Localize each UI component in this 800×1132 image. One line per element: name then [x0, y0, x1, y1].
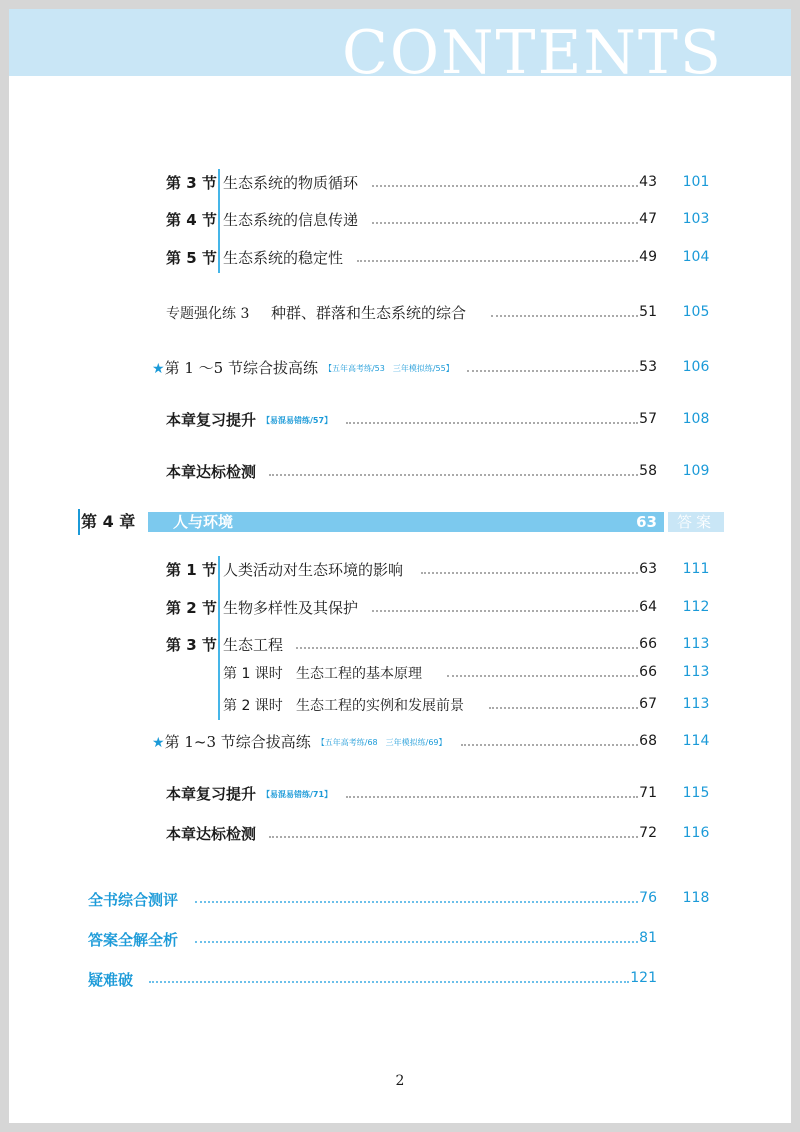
section-title: 生态系统的稳定性: [223, 249, 344, 267]
answer-page-number: 101: [682, 174, 710, 190]
chapter-label: 第 4 章: [81, 512, 136, 531]
test-title: 本章达标检测: [166, 463, 257, 481]
page-number: 72: [639, 825, 657, 841]
section-title: 人类活动对生态环境的影响: [223, 561, 404, 579]
toc-entry-ch4-lesson-1[interactable]: [9, 660, 791, 686]
page-number: 66: [639, 636, 657, 652]
header-banner: [9, 9, 791, 88]
toc-entry-section-4[interactable]: [9, 207, 791, 233]
section-title: 生态系统的物质循环: [223, 174, 359, 192]
page-number: 66: [639, 664, 657, 680]
review-note: 【易混易错练/57】: [262, 416, 333, 425]
dot-leader: [467, 370, 638, 372]
dot-leader: [195, 941, 638, 943]
section-number: 第 2 节: [166, 599, 217, 617]
special-practice-label: 专题强化练 3: [166, 306, 250, 322]
toc-entry-ch4-section-1[interactable]: [9, 557, 791, 583]
contents-heading: CONTENTS: [341, 18, 723, 88]
page-number: 43: [639, 174, 657, 190]
page-number: 81: [639, 930, 657, 946]
dot-leader: [372, 185, 638, 187]
lesson-label: 第 2 课时: [223, 698, 283, 714]
chapter-page-number: 63: [636, 513, 657, 531]
page-number-footer: 2: [395, 1073, 405, 1089]
toc-entry-chapter-review[interactable]: [9, 407, 791, 433]
special-practice-title: 种群、群落和生态系统的综合: [271, 304, 467, 322]
dot-leader: [346, 422, 638, 424]
test-title: 本章达标检测: [166, 825, 257, 843]
comprehensive-note: 【五年高考练/53 三年模拟练/55】: [323, 364, 454, 373]
page-number: 68: [639, 733, 657, 749]
answer-page-number: 106: [682, 359, 710, 375]
toc-entry-section-5[interactable]: [9, 245, 791, 271]
lesson-title: 生态工程的实例和发展前景: [296, 698, 464, 714]
section-title: 生态系统的信息传递: [223, 211, 359, 229]
review-title-line: [166, 409, 332, 430]
section-divider-line: [218, 169, 220, 273]
answer-page-number: 113: [682, 636, 710, 652]
answer-page-number: 113: [682, 696, 710, 712]
section-number: 第 1 节: [166, 561, 217, 579]
toc-entry-ch4-review[interactable]: [9, 781, 791, 807]
toc-entry-ch4-comprehensive[interactable]: [9, 729, 791, 755]
page-number: 57: [639, 411, 657, 427]
page-number: 47: [639, 211, 657, 227]
section-divider-line: [218, 556, 220, 720]
section-title: 生物多样性及其保护: [223, 599, 359, 617]
section-number: 第 5 节: [166, 249, 217, 267]
lesson-title: 生态工程的基本原理: [296, 666, 422, 682]
answer-column-tag: 答案: [668, 512, 724, 532]
review-title: 本章复习提升: [166, 785, 257, 803]
answer-page-number: 109: [682, 463, 710, 479]
dot-leader: [447, 675, 638, 677]
answer-page-number: 111: [682, 561, 710, 577]
toc-entry-answers[interactable]: [9, 926, 791, 952]
page-number: 71: [639, 785, 657, 801]
toc-entry-chapter-test[interactable]: [9, 459, 791, 485]
page-number: 49: [639, 249, 657, 265]
page-number: 64: [639, 599, 657, 615]
toc-entry-special-practice[interactable]: [9, 300, 791, 326]
dot-leader: [357, 260, 638, 262]
dot-leader: [149, 981, 629, 983]
toc-entry-book-test[interactable]: [9, 886, 791, 912]
dot-leader: [346, 796, 638, 798]
dot-leader: [195, 901, 638, 903]
back-matter-title: 疑难破: [88, 971, 134, 989]
toc-page: [9, 9, 791, 1123]
lesson-label: 第 1 课时: [223, 666, 283, 682]
answer-page-number: 112: [682, 599, 710, 615]
answer-page-number: 114: [682, 733, 710, 749]
page-number: 53: [639, 359, 657, 375]
back-matter-title: 全书综合测评: [88, 891, 179, 909]
toc-entry-ch4-section-2[interactable]: [9, 595, 791, 621]
dot-leader: [269, 474, 638, 476]
dot-leader: [421, 572, 638, 574]
section-title: 生态工程: [223, 636, 284, 654]
toc-entry-ch4-lesson-2[interactable]: [9, 692, 791, 718]
toc-entry-ch4-section-3[interactable]: [9, 632, 791, 658]
comprehensive-title: 第 1 ～5 节综合拔高练: [164, 359, 318, 377]
back-matter-title: 答案全解全析: [88, 931, 179, 949]
page-number: 51: [639, 304, 657, 320]
comprehensive-title-line: [152, 731, 447, 752]
review-title-line: [166, 783, 332, 804]
comprehensive-title-line: [152, 357, 454, 378]
review-title: 本章复习提升: [166, 411, 257, 429]
page-number: 121: [630, 970, 657, 986]
dot-leader: [372, 610, 638, 612]
dot-leader: [461, 744, 638, 746]
dot-leader: [372, 222, 638, 224]
answer-page-number: 113: [682, 664, 710, 680]
answer-page-number: 105: [682, 304, 710, 320]
dot-leader: [269, 836, 638, 838]
review-note: 【易混易错练/71】: [262, 790, 333, 799]
section-number: 第 4 节: [166, 211, 217, 229]
answer-page-number: 116: [682, 825, 710, 841]
comprehensive-note: 【五年高考练/68 三年模拟练/69】: [316, 738, 447, 747]
answer-page-number: 118: [682, 890, 710, 906]
page-number: 58: [639, 463, 657, 479]
answer-page-number: 115: [682, 785, 710, 801]
page-number: 76: [639, 890, 657, 906]
page-number: 63: [639, 561, 657, 577]
toc-entry-ch4-test[interactable]: [9, 821, 791, 847]
section-number: 第 3 节: [166, 174, 217, 192]
answer-page-number: 108: [682, 411, 710, 427]
answer-page-number: 103: [682, 211, 710, 227]
chapter-bar: [78, 512, 664, 532]
answer-page-number: 104: [682, 249, 710, 265]
section-number: 第 3 节: [166, 636, 217, 654]
toc-entry-section-3[interactable]: [9, 170, 791, 196]
star-icon: ★: [152, 735, 165, 751]
toc-entry-comprehensive-practice[interactable]: [9, 355, 791, 381]
star-icon: ★: [152, 361, 165, 377]
page-number: 67: [639, 696, 657, 712]
chapter-title: 人与环境: [173, 513, 234, 531]
comprehensive-title: 第 1~3 节综合拔高练: [164, 733, 311, 751]
toc-entry-difficulty[interactable]: [9, 966, 791, 992]
dot-leader: [296, 647, 638, 649]
chapter-marker: [78, 509, 80, 535]
